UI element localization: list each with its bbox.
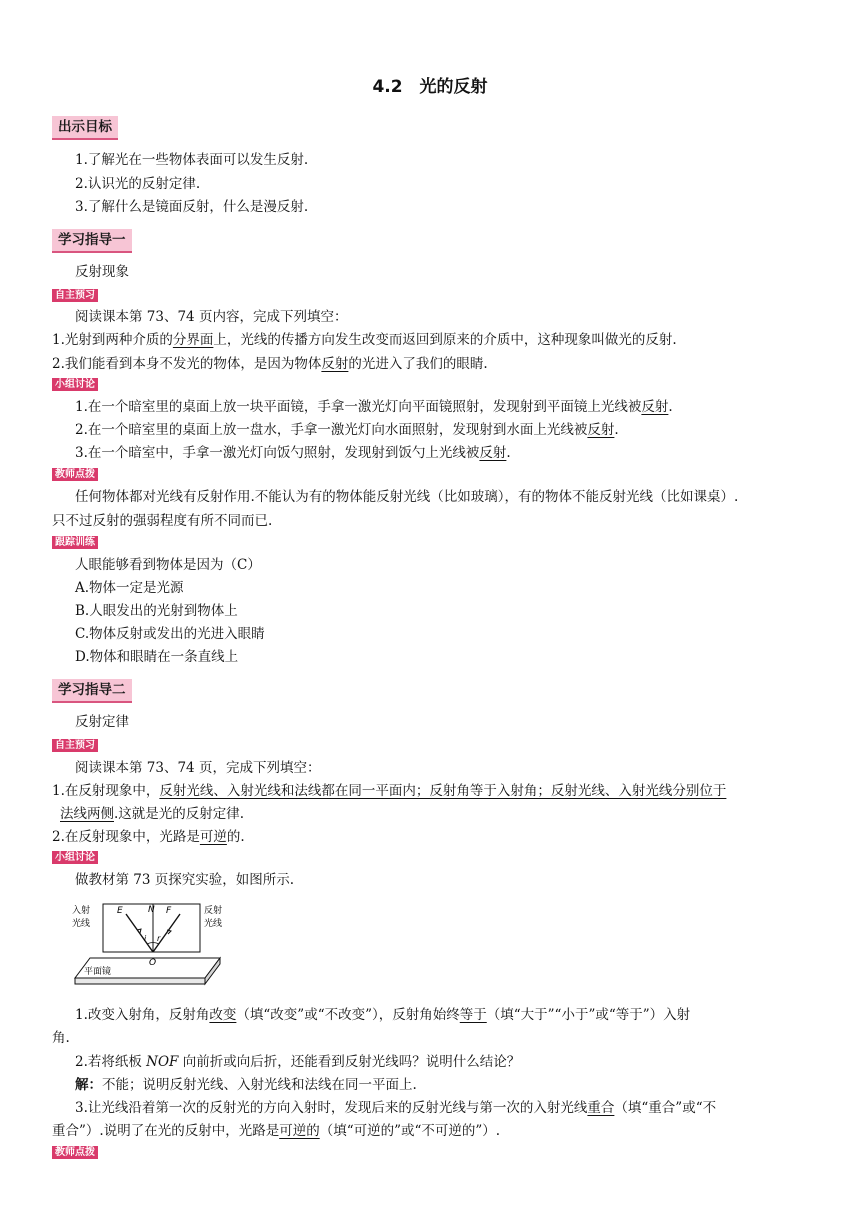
text: 3.在一个暗室中，手拿一激光灯向饭勺照射，发现射到饭勺上光线被 [75,445,480,461]
guide1-teacher-note: 只不过反射的强弱程度有所不同而已. [52,513,273,529]
guide1-discuss-label: 小组讨论 [52,378,98,391]
guide2-fill-q2 [52,827,245,847]
text: 的. [226,829,245,845]
answer-blank: 分界面 [172,332,214,348]
guide1-discuss-item [75,443,511,463]
text: 重合”）.说明了在光的反射中，光路是 [52,1123,280,1139]
text: 2.若将纸板 [75,1054,147,1070]
text: 上，光线的传播方向发生改变而返回到原来的介质中，这种现象叫做光的反射. [213,332,677,348]
text: 不能；说明反射光线、入射光线和法线在同一平面上. [102,1077,417,1093]
guide1-topic: 反射现象 [75,264,129,280]
guide2-exp-q3-cont [52,1121,500,1141]
guide2-discuss-label: 小组讨论 [52,851,98,864]
goal-item: 3.了解什么是镜面反射，什么是漫反射. [75,199,309,215]
guide2-preview-intro: 阅读课本第 73、74 页，完成下列填空： [75,760,321,776]
option-a: A.物体一定是光源 [75,580,184,596]
text: 的光进入了我们的眼睛. [348,356,488,372]
label-incident-1: 入射 [72,906,91,916]
guide1-teacher-label: 教师点拨 [52,468,98,481]
guide1-train-label: 跟踪训练 [52,536,98,549]
guide1-discuss-item [75,397,673,417]
guide1-preview-label: 自主预习 [52,289,98,302]
guide2-exp-q2 [75,1052,520,1072]
section-guide2-header: 学习指导二 [52,679,132,703]
text: 2.我们能看到本身不发光的物体，是因为物体 [52,356,322,372]
label-incident-2: 光线 [72,919,91,929]
guide1-fill-q1 [52,330,677,350]
reflection-experiment-figure [70,898,230,993]
text: 3.让光线沿着第一次的反射光的方向入射时，发现后来的反射光线与第一次的入射光线 [75,1100,588,1116]
guide1-train-question: 人眼能够看到物体是因为（C） [75,557,261,573]
text: 1.在反射现象中， [52,783,160,799]
goal-item: 1.了解光在一些物体表面可以发生反射. [75,152,309,168]
option-b: B.人眼发出的光射到物体上 [75,603,238,619]
answer-blank: 反射 [321,356,349,372]
guide2-fill-q1-cont [52,804,244,824]
label-i: i [144,934,147,943]
answer-blank: 改变 [209,1007,237,1023]
answer-blank: 重合 [587,1100,615,1116]
guide2-fill-q1 [52,781,726,801]
answer-blank: 可逆 [199,829,227,845]
text: NOF [146,1054,179,1070]
label-N: N [148,905,155,915]
goal-item: 2.认识光的反射定律. [75,176,201,192]
text: （填“重合”或“不 [614,1100,717,1116]
label-E: E [117,906,123,916]
guide2-teacher-label: 教师点拨 [52,1146,98,1159]
guide1-discuss-item [75,420,619,440]
label-r: r [157,934,161,943]
text: 1.改变入射角，反射角 [75,1007,210,1023]
guide1-fill-q2 [52,354,488,374]
answer-blank: 反射 [641,399,669,415]
answer-blank: 反射 [479,445,507,461]
guide2-preview-label: 自主预习 [52,739,98,752]
option-c: C.物体反射或发出的光进入眼睛 [75,626,265,642]
label-F: F [166,906,172,916]
option-d: D.物体和眼睛在一条直线上 [75,649,239,665]
text: （填“改变”或“不改变”），反射角始终 [236,1007,460,1023]
guide2-exp-q3 [75,1098,716,1118]
answer-blank: 反射光线、入射光线和法线都在同一平面内；反射角等于入射角；反射光线、入射光线分别位于 [159,783,727,799]
label-reflected-2: 光线 [204,919,223,929]
label-mirror: 平面镜 [84,967,112,977]
text: . [506,445,511,461]
guide2-exp-q1 [75,1005,690,1025]
guide1-preview-intro: 阅读课本第 73、74 页内容，完成下列填空： [75,309,348,325]
text: .这就是光的反射定律. [114,806,245,822]
text: . [668,399,673,415]
label-reflected-1: 反射 [204,906,223,916]
answer-blank: 可逆的 [279,1123,320,1139]
text: （填“可逆的”或“不可逆的”）. [319,1123,501,1139]
guide2-topic: 反射定律 [75,714,129,730]
answer-blank: 等于 [459,1007,487,1023]
guide1-teacher-note: 任何物体都对光线有反射作用.不能认为有的物体能反射光线（比如玻璃），有的物体不能反射光线（比如课桌）. [75,489,739,505]
text: 2.在一个暗室里的桌面上放一盘水，手拿一激光灯向水面照射，发现射到水面上光线被 [75,422,588,438]
answer-blank: 法线两侧 [60,806,114,822]
page-title: 4.2 光的反射 [372,77,488,97]
text: 向前折或向后折，还能看到反射光线吗？说明什么结论？ [178,1054,521,1070]
answer-label: 解： [75,1077,102,1093]
text: . [614,422,619,438]
section-goals-header: 出示目标 [52,116,118,140]
section-guide1-header: 学习指导一 [52,229,132,253]
text: 1.光射到两种介质的 [52,332,173,348]
guide2-exp-q2-answer [75,1075,417,1095]
text: （填“大于”“小于”或“等于”）入射 [486,1007,691,1023]
text: 2.在反射现象中，光路是 [52,829,200,845]
guide2-discuss-intro: 做教材第 73 页探究实验，如图所示. [75,872,295,888]
answer-blank: 反射 [587,422,615,438]
text: 1.在一个暗室里的桌面上放一块平面镜，手拿一激光灯向平面镜照射，发现射到平面镜上光线被 [75,399,642,415]
label-O: O [149,958,157,968]
guide2-exp-q1-cont: 角. [52,1030,70,1046]
